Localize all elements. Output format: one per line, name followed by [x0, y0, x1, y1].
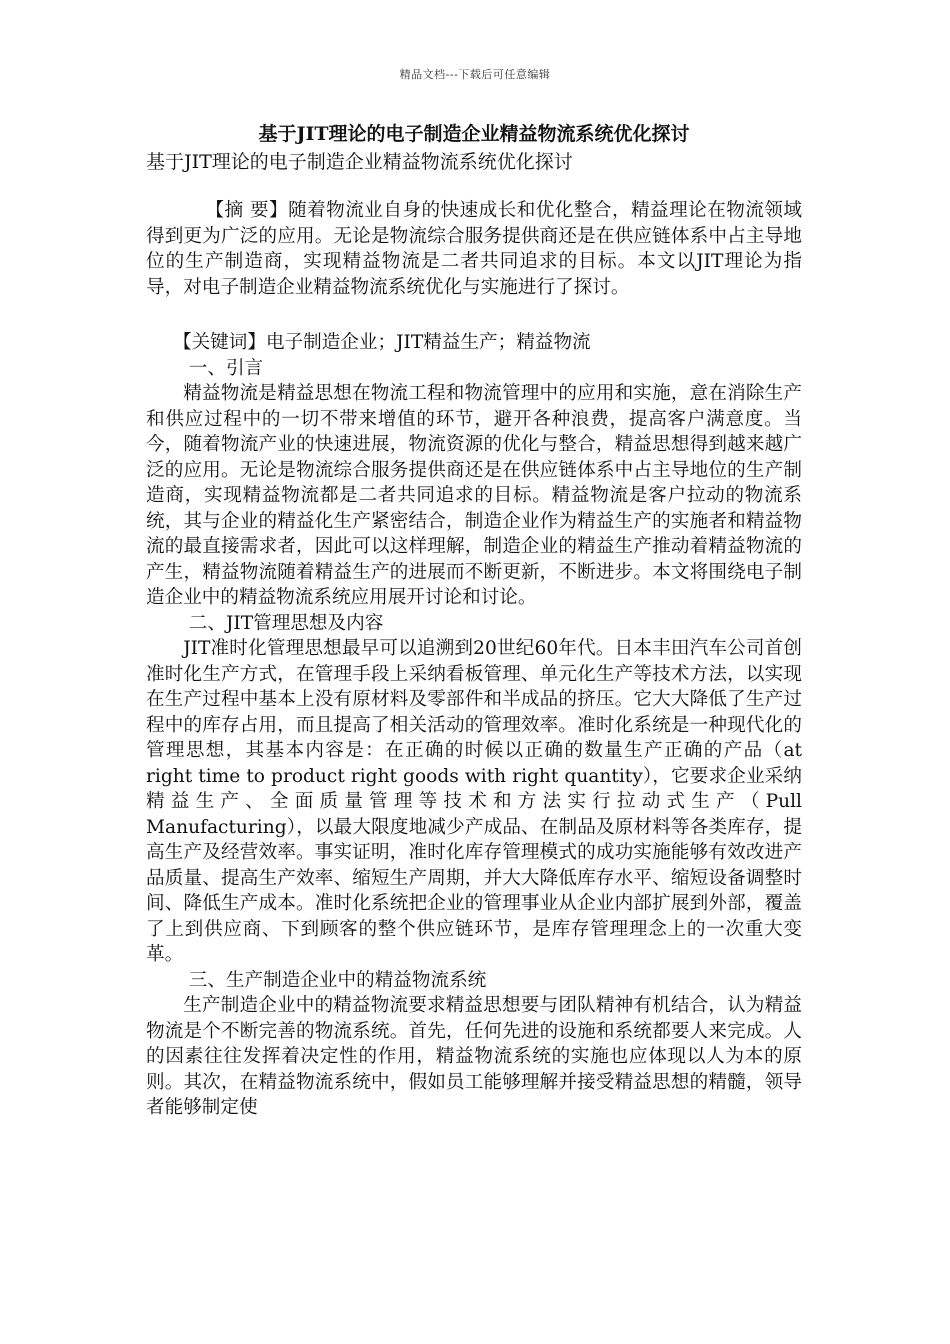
abstract-section: [146, 198, 802, 300]
section-heading-jit: 二、JIT管理思想及内容: [188, 612, 384, 634]
section-paragraph: 生产制造企业中的精益物流要求精益思想要与团队精神有机结合，认为精益物流是个不断完善的物流系统。首先，任何先进的设施和系统都要人来完成。人的因素往往发挥着决定性的作用，精益物流系统的实施也应体现以人为本的原则。其次，在精益物流系统中，假如员工能够理解并接受精益思想的精髓，领导者能够制定使: [146, 995, 802, 1118]
section-heading-lean-logistics: 三、生产制造企业中的精益物流系统: [188, 969, 487, 991]
document-subtitle: 基于JIT理论的电子制造企业精益物流系统优化探讨: [146, 151, 573, 173]
section-heading-introduction: 一、引言: [188, 357, 264, 379]
abstract-text: 【摘 要】随着物流业自身的快速成长和优化整合，精益理论在物流领域得到更为广泛的应用。无论是物流综合服务提供商还是在供应链体系中占主导地位的生产制造商，实现精益物流是二者共同追求的目标。本文以JIT理论为指导，对电子制造企业精益物流系统优化与实施进行了探讨。: [146, 200, 802, 298]
document-title: 基于JIT理论的电子制造企业精益物流系统优化探讨: [258, 123, 690, 145]
page-header-watermark: 精品文档---下载后可任意编辑: [399, 68, 551, 81]
keywords-text: 【关键词】电子制造企业；JIT精益生产；精益物流: [172, 332, 591, 353]
keywords-section: [146, 330, 802, 356]
section-paragraph: JIT准时化管理思想最早可以追溯到20世纪60年代。日本丰田汽车公司首创准时化生产方式，在管理手段上采纳看板管理、单元化生产等技术方法，以实现在生产过程中基本上没有原材料及零部件和半成品的挤压。它大大降低了生产过程中的库存占用，而且提高了相关活动的管理效率。准时化系统是一种现代化的管理思想，其基本内容是：在正确的时候以正确的数量生产正确的产品（at right time to product right goods with right quantity），它要求企业采纳精益生产、全面质量管理等技术和方法实行拉动式生产（Pull Manufacturing），以最大限度地减少产成品、在制品及原材料等各类库存，提高生产及经营效率。事实证明，准时化库存管理模式的成功实施能够有效改进产品质量、提高生产效率、缩短生产周期，并大大降低库存水平、缩短设备调整时间、降低生产成本。准时化系统把企业的管理事业从企业内部扩展到外部，覆盖了上到供应商、下到顾客的整个供应链环节，是库存管理理念上的一次重大变革。: [146, 638, 802, 965]
document-body: [146, 120, 802, 1121]
section-paragraph: 精益物流是精益思想在物流工程和物流管理中的应用和实施，意在消除生产和供应过程中的一切不带来增值的环节，避开各种浪费，提高客户满意度。当今，随着物流产业的快速进展，物流资源的优化与整合，精益思想得到越来越广泛的应用。无论是物流综合服务提供商还是在供应链体系中占主导地位的生产制造商，实现精益物流都是二者共同追求的目标。精益物流是客户拉动的物流系统，其与企业的精益化生产紧密结合，制造企业作为精益生产的实施者和精益物流的最直接需求者，因此可以这样理解，制造企业的精益生产推动着精益物流的产生，精益物流随着精益生产的进展而不断更新，不断进步。本文将围绕电子制造企业中的精益物流系统应用展开讨论和讨论。: [146, 383, 802, 608]
